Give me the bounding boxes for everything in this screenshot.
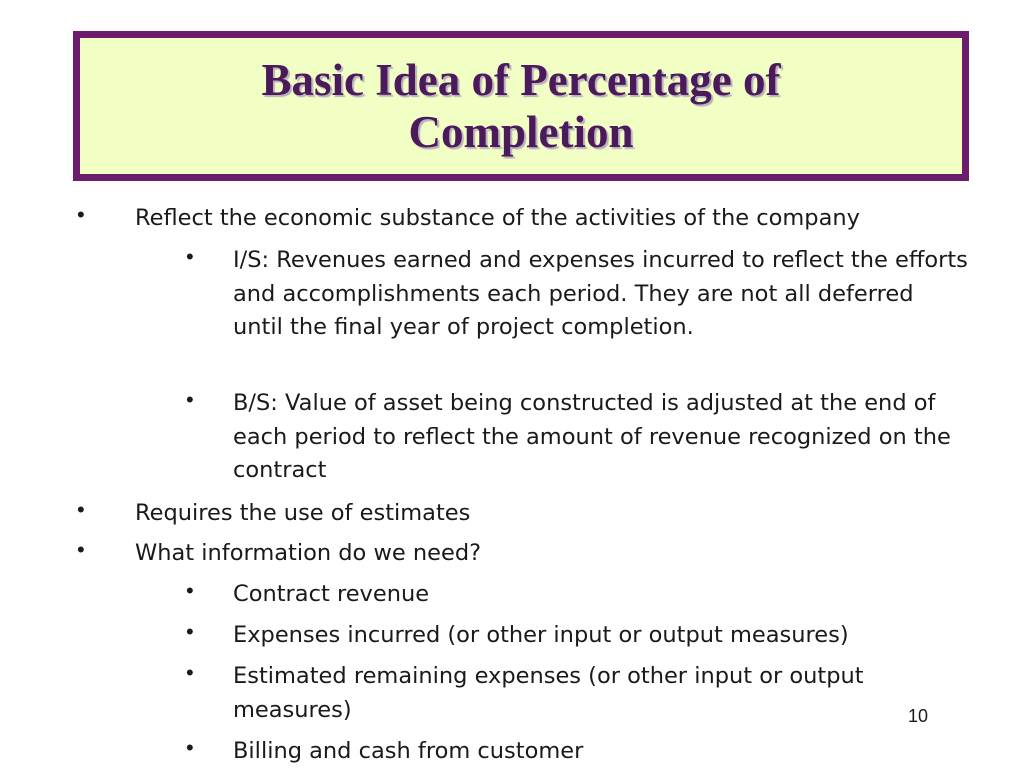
bullet-symbol: • — [186, 244, 194, 269]
bullet-item: Billing and cash from customer — [233, 738, 584, 764]
page-number: 10 — [908, 706, 929, 726]
bullet-symbol: • — [186, 387, 194, 412]
bullet-symbol: • — [186, 735, 194, 760]
bullet-item: Requires the use of estimates — [135, 500, 471, 526]
bullet-item: What information do we need? — [135, 540, 482, 566]
bullet-symbol: • — [77, 537, 85, 562]
bullet-symbol: • — [186, 660, 194, 685]
bullet-symbol: • — [77, 497, 85, 522]
slide-title: Basic Idea of Percentage of Completion — [261, 55, 781, 157]
bullet-item: I/S: Revenues earned and expenses incurred to reflect the efforts and accomplishments each period. They are not all deferred until the final year of project completion. — [233, 247, 968, 340]
bullet-item: Reflect the economic substance of the activities of the company — [135, 205, 860, 231]
bullet-item: B/S: Value of asset being constructed is adjusted at the end of each period to reflect the amount of revenue recognized on the contract — [233, 390, 951, 483]
bullet-item: Estimated remaining expenses (or other input or output measures) — [233, 663, 864, 723]
bullet-symbol: • — [77, 202, 85, 227]
bullet-symbol: • — [186, 619, 194, 644]
bullet-item: Expenses incurred (or other input or output measures) — [233, 622, 849, 648]
bullet-item: Contract revenue — [233, 581, 430, 607]
bullet-symbol: • — [186, 578, 194, 603]
